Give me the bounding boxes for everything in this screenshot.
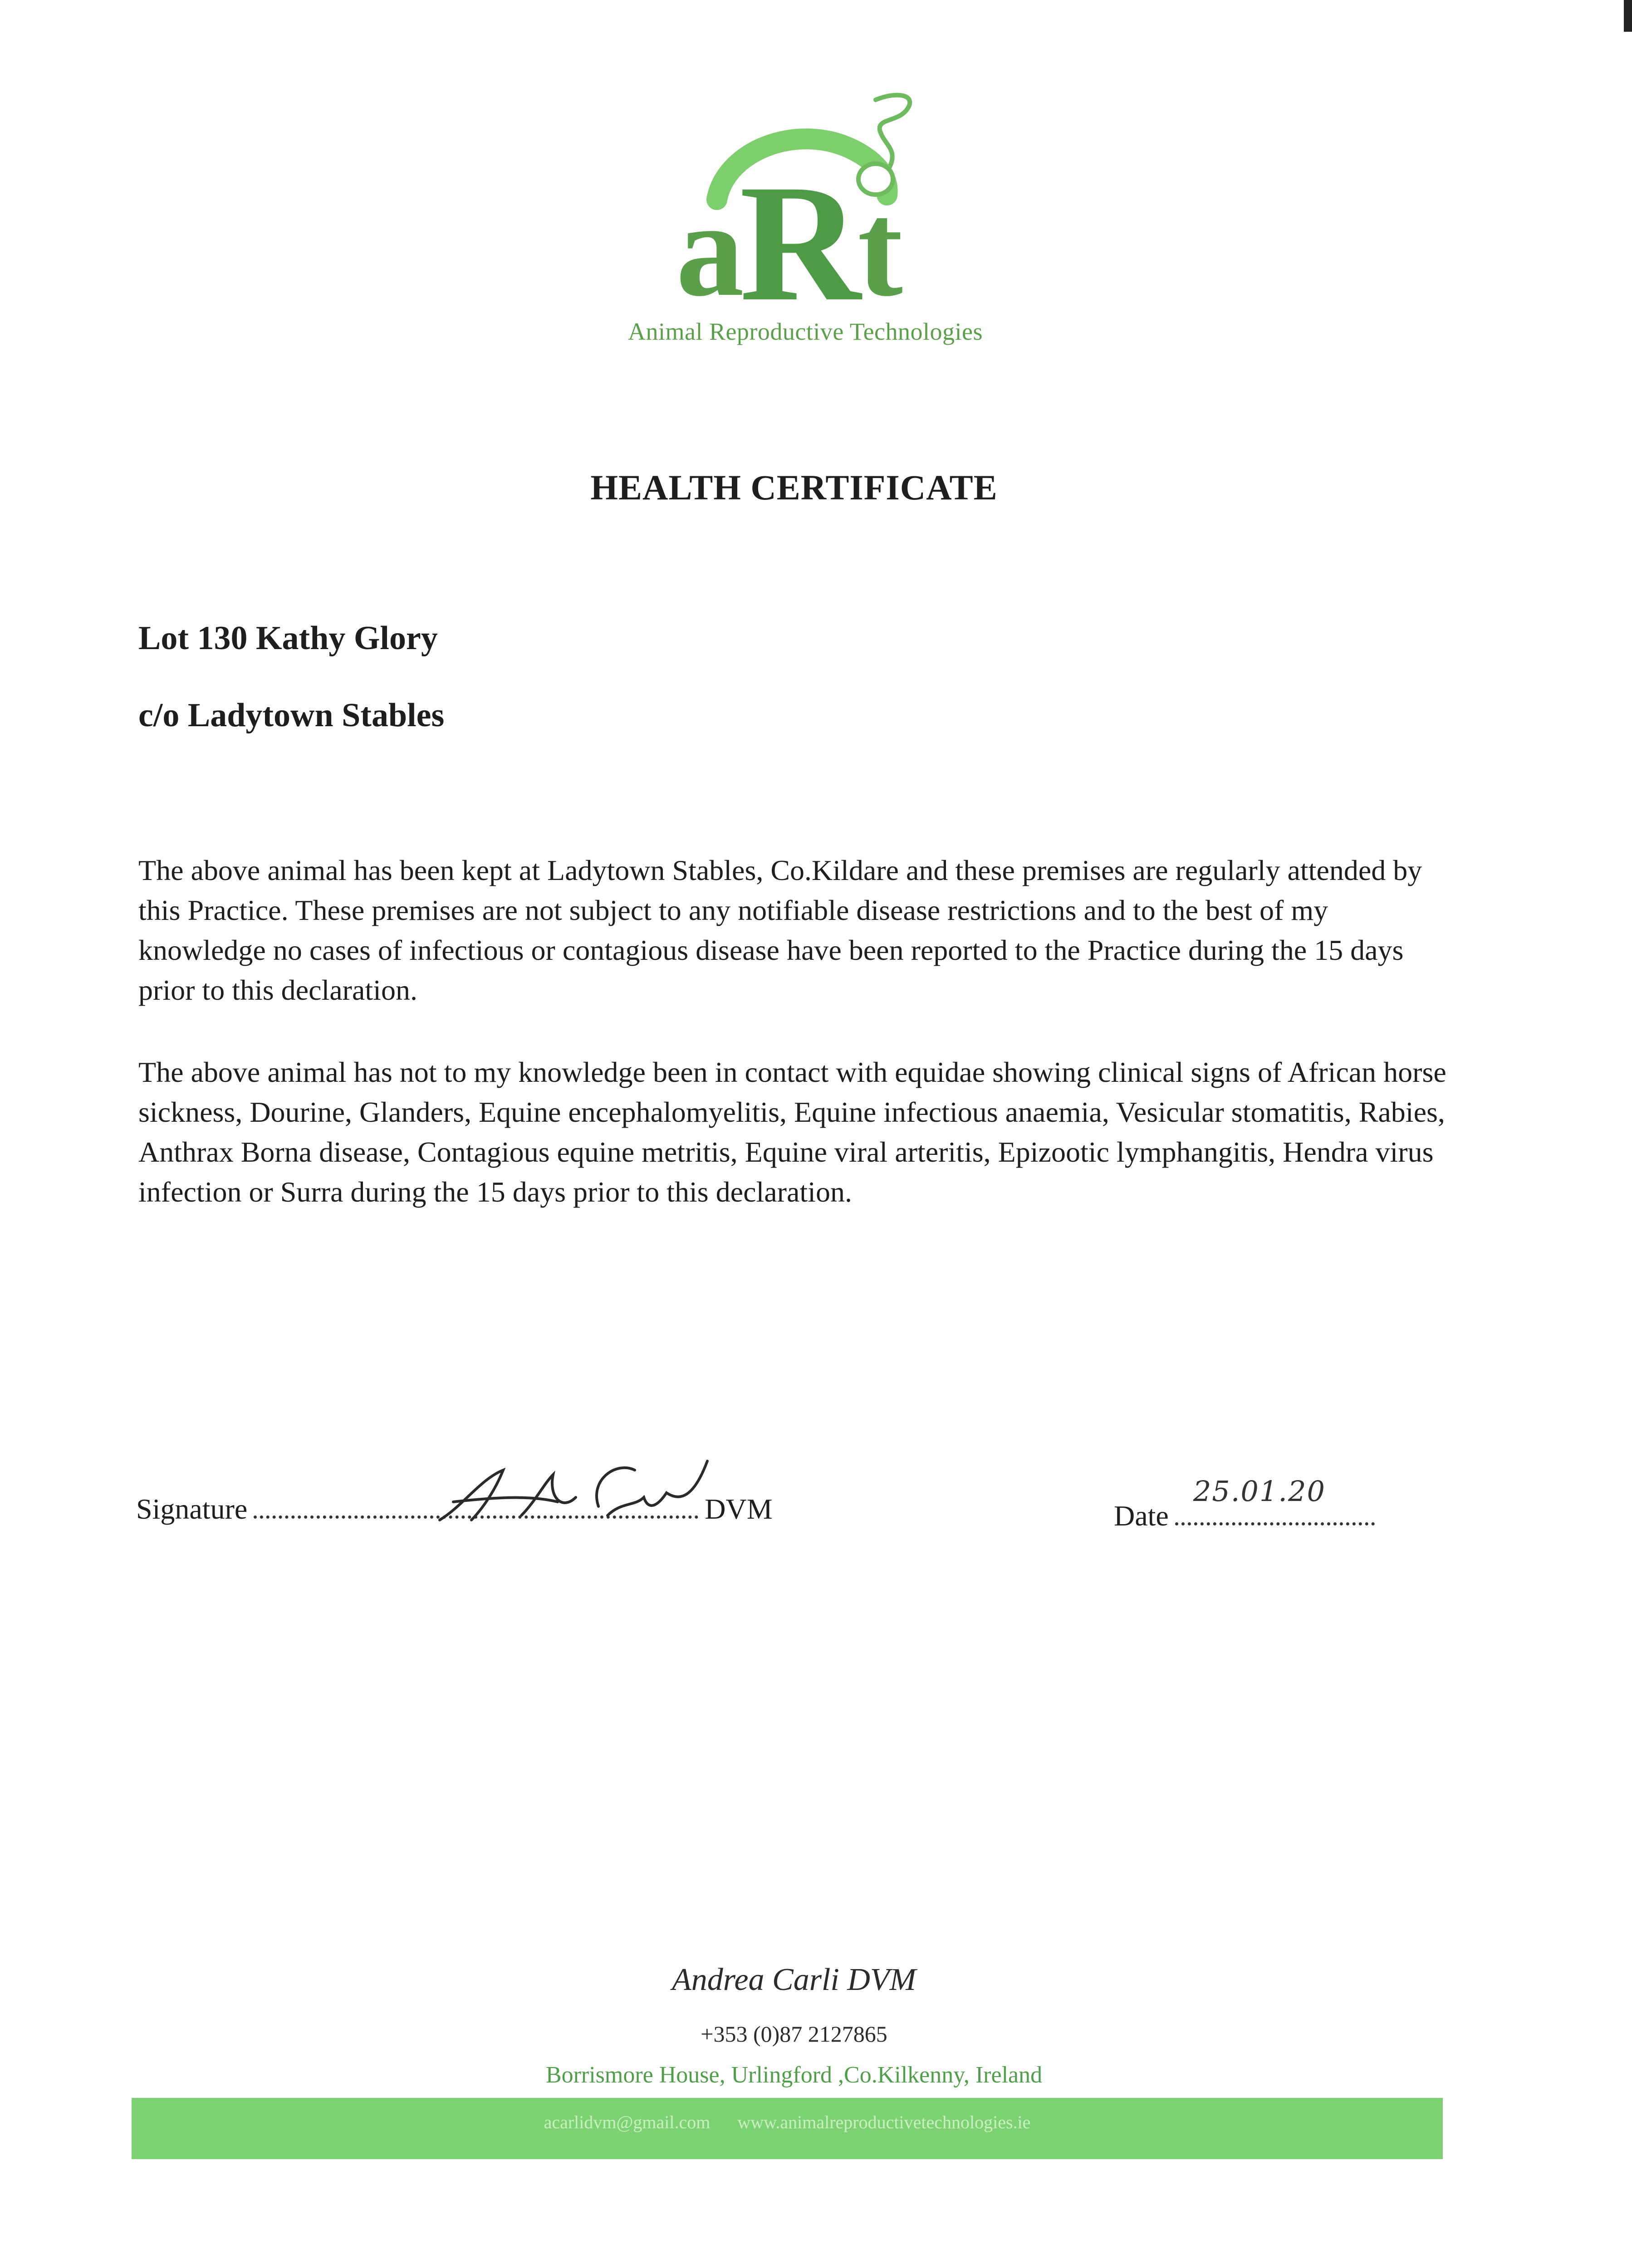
footer-phone: +353 (0)87 2127865 (701, 2021, 887, 2047)
svg-text:R: R (740, 150, 861, 336)
disease-contact-paragraph: The above animal has not to my knowledge been in contact with equidae showing clinical signs of African horse sickness, Dourine, Glanders, Equine encephalomyelitis, Equine infectious anaemia, Vesicular stomatitis, Rabies, Anthrax Borna disease, Contagious equine metritis, Equine viral arteritis, Epizootic lymphangitis, Hendra virus infection or Surra during the 15 days prior to this declaration. (138, 1056, 1446, 1208)
date-label: Date (1114, 1500, 1169, 1532)
signature-label: Signature (136, 1493, 248, 1525)
footer-email: acarlidvm@gmail.com (544, 2112, 711, 2132)
dvm-suffix: DVM (705, 1493, 773, 1525)
footer-website: www.animalreproductivetechnologies.ie (737, 2112, 1031, 2132)
svg-text:a: a (676, 174, 744, 324)
logo-caption: Animal Reproductive Technologies (627, 318, 983, 345)
scan-edge-mark (1624, 0, 1632, 32)
handwritten-signature (426, 1452, 716, 1529)
signature-line (136, 1492, 773, 1526)
art-logo-graphic (662, 82, 944, 354)
date-line (1114, 1475, 1375, 1533)
footer-address: Borrismore House, Urlingford ,Co.Kilkenny, Ireland (545, 2062, 1043, 2088)
svg-text:t: t (858, 174, 903, 324)
care-of-line: c/o Ladytown Stables (138, 697, 445, 734)
document-title: HEALTH CERTIFICATE (590, 468, 998, 507)
footer-contact-band (132, 2098, 1443, 2159)
date-dotted-line (1175, 1475, 1375, 1525)
signature-dotted-line (254, 1511, 698, 1519)
art-logo (662, 82, 944, 354)
footer-band-text (132, 2112, 1443, 2133)
handwritten-date: 25.01.20 (1193, 1475, 1326, 1508)
footer-vet-name: Andrea Carli DVM (672, 1962, 916, 1997)
lot-line: Lot 130 Kathy Glory (138, 620, 438, 657)
premises-declaration-paragraph: The above animal has been kept at Ladytown Stables, Co.Kildare and these premises are regularly attended by this Practice. These premises are not subject to any notifiable disease restrictions and to the best of my knowledge no cases of infectious or contagious disease have been reported to the Practice during the 15 days prior to this declaration. (138, 854, 1422, 1006)
